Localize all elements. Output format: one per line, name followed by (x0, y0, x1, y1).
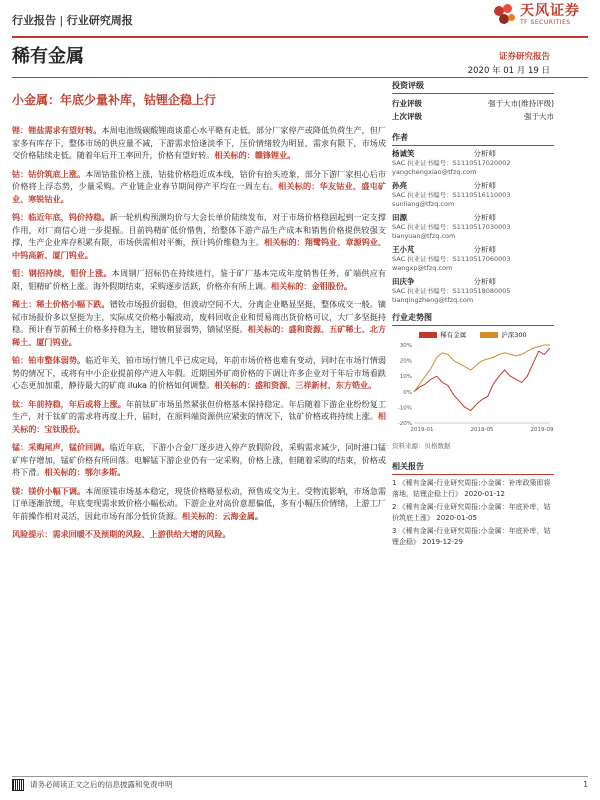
analyst-list (392, 149, 554, 305)
related-report-date: 2019-12-29 (422, 538, 463, 546)
related-report-item[interactable] (392, 478, 554, 500)
analyst-sac: SAC 执业证书编号：S1110517020002 (392, 159, 511, 167)
rating-label: 行业评级 (392, 99, 422, 108)
page-number: 1 (583, 780, 588, 789)
y-tick-label: -10% (397, 405, 412, 412)
paragraph-heading: 钴：钴价筑底上涨。 (12, 168, 86, 179)
paragraph-heading: 锂：锂盐需求有望好转。 (12, 125, 102, 135)
x-tick-label: 2019-05 (470, 427, 494, 433)
risk-body: 需求回暖不及预期的风险、上游供给大增的风险。 (52, 529, 231, 539)
analyst-sac: SAC 执业证书编号：S1110518080005 (392, 287, 511, 295)
analyst-name: 田源 (392, 213, 407, 222)
related-report-item[interactable] (392, 526, 554, 548)
y-tick-label: 10% (399, 374, 412, 381)
paragraph (12, 124, 386, 162)
related-stocks: 相关标的：翔鹭钨业、章源钨业、中钨高新、厦门钨业。 (12, 237, 386, 260)
legend-item (419, 330, 466, 339)
analyst-role: 分析师 (473, 213, 496, 222)
paragraph-heading: 钼：钢招持续，钼价上涨。 (12, 268, 112, 278)
related-stocks: 相关标的：鄂尔多斯。 (44, 467, 126, 477)
paragraph-body: 本周钢厂招标仍在持续进行，鉴于矿厂基本完成年度销售任务，矿端供应有限，钼精矿价格上涨。海外假期结束，采购逐步活跃，价格亦有所上调。 (12, 268, 386, 291)
analyst-sac: SAC 执业证书编号：S1110516110003 (392, 191, 511, 199)
paragraph-body: 年前钛矿市场虽然紧张但价格基本保持稳定。年后随着下游企业纷纷复工生产，对于钛矿的需求将再度上升，届时，在原料端资源供应紧张的情况下，钛矿价格或将持续上涨。 (12, 398, 386, 421)
analyst-role: 分析师 (473, 245, 496, 254)
analyst-name: 孙亮 (392, 181, 407, 190)
logo-en: TF SECURITIES (520, 19, 571, 26)
last-rating-label: 上次评级 (392, 112, 422, 121)
related-report-num: 2 (392, 503, 397, 511)
logo-icon (492, 4, 516, 26)
related-report-date: 2020-01-12 (464, 490, 505, 498)
chart-source: 资料来源：贝格数据 (392, 442, 451, 450)
paragraph (12, 168, 386, 206)
analyst-name: 王小芃 (392, 245, 415, 254)
analyst-email[interactable]: sunliang@tfzq.com (392, 200, 455, 208)
qr-code-icon (12, 779, 24, 791)
sidebar (392, 79, 554, 550)
related-stocks: 相关标的：金钼股份。 (271, 280, 352, 291)
related-report-num: 1 (392, 479, 397, 487)
trend-chart-svg (392, 341, 554, 437)
paragraph (12, 267, 386, 292)
related-report-item[interactable] (392, 502, 554, 524)
legend-item (480, 330, 526, 339)
last-rating-value: 强于大市 (524, 112, 554, 121)
header-divider (12, 36, 588, 38)
risk-heading: 风险提示： (12, 529, 53, 539)
related-report-title: 《稀有金属-行业研究周报:小金属：年底补库，钴锂企稳》 (392, 527, 551, 546)
report-title: 稀有金属 (12, 46, 84, 67)
x-tick-label: 2019-09 (530, 427, 554, 433)
related-stocks: 相关标的：华友钴业、盛屯矿业、寒锐钴业。 (12, 181, 386, 204)
analyst-entry (392, 149, 554, 177)
analyst-entry (392, 277, 554, 305)
last-rating-row (392, 110, 554, 123)
analyst-role: 分析师 (473, 181, 496, 190)
chart-legend (392, 330, 554, 339)
trend-section-title: 行业走势图 (392, 311, 554, 326)
paragraph-heading: 镁：镁价小幅下调。 (12, 485, 86, 496)
paragraph-heading: 锰：采购尾声，锰价回调。 (12, 442, 110, 452)
paragraph-body: 本周原镁市场基本稳定，现货价格略显松动，预售成交为主。受物流影响，市场急需订单逐渐放缓，年底变现需求致价格小幅松动。下游企业对高价意愿偏低，多有小幅压价情绪，上游工厂年前操作相对灵活，因此市场有部分低价货源。 (12, 485, 386, 521)
footer-disclaimer: 请务必阅读正文之后的信息披露和免责申明 (30, 780, 173, 789)
paragraph-body: 本周钴盐价格上涨，钴盐价格趋近成本线，钴价有抬头迹象，部分下游厂家担心后市价格将上浮态势，少量采购。产业链企业春节期间停产平均在一周左右。 (12, 168, 386, 191)
paragraph-heading: 钛：年前持稳，年后或将上涨。 (12, 398, 126, 409)
paragraph (12, 211, 386, 261)
y-tick-label: -20% (397, 421, 412, 427)
series-line (414, 348, 550, 410)
paragraph (12, 298, 386, 348)
analyst-email[interactable]: yangchengxiao@tfzq.com (392, 168, 477, 176)
related-report-list (392, 478, 554, 548)
report-type: 证券研究报告 (498, 52, 550, 62)
legend-swatch (419, 332, 437, 338)
x-tick-label: 2019-01 (410, 427, 434, 433)
analyst-email[interactable]: wangxp@tfzq.com (392, 264, 453, 272)
paragraph (12, 354, 386, 392)
paragraph-body: 本周电池级碳酸锂商谈重心水平略有走低，部分厂家停产或降低负荷生产，但厂家多有库存下，整体市场的供应量不减，下游需求恰逢淡季下，压价情绪较为明显，需求有限下，市场成交价格陆续走低。随着年后开工率回升，价格有望好转。 (12, 125, 386, 160)
rating-row (392, 97, 554, 110)
paragraph-body: 临近年底，下游小合金厂逐步进入停产放假阶段，采购需求减少，同时港口锰矿库存增加，锰矿价格有所回落。电解锰下游企业仍有一定采购，价格上涨，但随着采购的结束，价格或将下滑。 (12, 442, 386, 477)
paragraph (12, 398, 386, 436)
analyst-sac: SAC 执业证书编号：S1110517060003 (392, 255, 511, 263)
related-report-title: 《稀有金属-行业研究周报:小金属：补库政策即将落地，钴锂企稳上行》 (392, 479, 551, 498)
related-report-date: 2020-01-05 (436, 514, 477, 522)
trend-chart (392, 330, 554, 439)
analyst-name: 杨诚笑 (392, 149, 415, 158)
paragraph-heading: 铂：铂市整体弱势。 (12, 355, 86, 365)
analyst-entry (392, 181, 554, 209)
company-logo (492, 4, 580, 26)
y-tick-label: 20% (399, 358, 412, 365)
analyst-entry (392, 213, 554, 241)
related-stocks: 相关标的：云海金属。 (181, 510, 263, 521)
y-tick-label: 0% (403, 389, 412, 396)
risk-warning (12, 528, 386, 541)
report-date: 2020 年 01 月 19 日 (467, 66, 550, 76)
related-report-num: 3 (392, 527, 397, 535)
analyst-role: 分析师 (473, 149, 496, 158)
legend-label: 沪深300 (501, 331, 527, 339)
rating-section-title: 投资评级 (392, 79, 554, 94)
paragraph-body: 临近年关，铂市场行情几乎已成定局，年前市场价格也难有变动，同时在市场行情弱势的情况下，或将有中小企业提前停产进入年假。近期国外矿商价格的下调让许多企业对于年后市场看跌心态更加加重，静待最大的矿商 iluka 的价格如何调整。 (12, 355, 386, 390)
report-category: 行业报告 (12, 14, 56, 27)
related-stocks: 相关标的：盛和资源、五矿稀土、北方稀土、厦门钨业。 (12, 324, 386, 347)
analyst-name: 田庆争 (392, 277, 415, 286)
report-subcategory: 行业研究周报 (66, 14, 133, 27)
report-subtitle: 小金属：年底少量补库，钴锂企稳上行 (12, 93, 217, 107)
report-header (12, 12, 133, 28)
paragraph (12, 485, 386, 523)
analyst-email[interactable]: tianqingzheng@tfzq.com (392, 296, 474, 304)
main-content (12, 124, 386, 547)
author-section-title: 作者 (392, 131, 554, 146)
related-stocks: 相关标的：赣锋锂业。 (214, 150, 296, 160)
logo-cn: 天风证券 (520, 3, 580, 19)
paragraph-body: 新一轮机构预测均价与大会长单价陆续发布，对于市场价格稳固起到一定支撑作用，对厂商信心进一步提振。目前钨精矿低价惜售，给整体下游产品生产成本和销售价格提供较强支撑，生产企业库存积累有限，市场供需相对平衡，预计钨价维稳为主。 (12, 212, 386, 247)
analyst-entry (392, 245, 554, 273)
related-stocks: 相关标的：宝钛股份。 (12, 411, 386, 434)
paragraph (12, 441, 386, 479)
page-footer (12, 776, 588, 790)
legend-label: 稀有金属 (440, 331, 467, 339)
analyst-sac: SAC 执业证书编号：S1110517030003 (392, 223, 511, 231)
series-line (414, 345, 550, 392)
paragraph-body: 镨钕市场报价弱稳，但波动空间不大，分离企业略显坚挺，整体成交一般。镝铽市场报价多以坚挺为主，实际成交价格小幅波动，废料回收企业和贸易商出货价格可议，大厂多坚挺持稳。预计春节前稀土价格多持稳为主，镨钕稍显弱势，镝铽坚挺。 (12, 299, 386, 334)
related-report-title: 《稀有金属-行业研究周报:小金属：年底补库，钴价筑底上涨》 (392, 503, 551, 522)
title-divider (12, 77, 588, 78)
paragraph-heading: 稀土：稀土价格小幅下跌。 (12, 299, 110, 309)
legend-swatch (480, 332, 498, 338)
related-section-title: 相关报告 (392, 460, 554, 475)
header-separator: | (59, 14, 64, 27)
related-stocks: 相关标的：盛和资源、三祥新材、东方锆业。 (214, 380, 377, 390)
paragraph-heading: 钨：临近年底，钨价持稳。 (12, 212, 110, 222)
analyst-role: 分析师 (473, 277, 496, 286)
rating-value: 强于大市(维持评级) (488, 99, 554, 108)
analyst-email[interactable]: tianyuan@tfzq.com (392, 232, 456, 240)
y-tick-label: 30% (399, 343, 412, 349)
